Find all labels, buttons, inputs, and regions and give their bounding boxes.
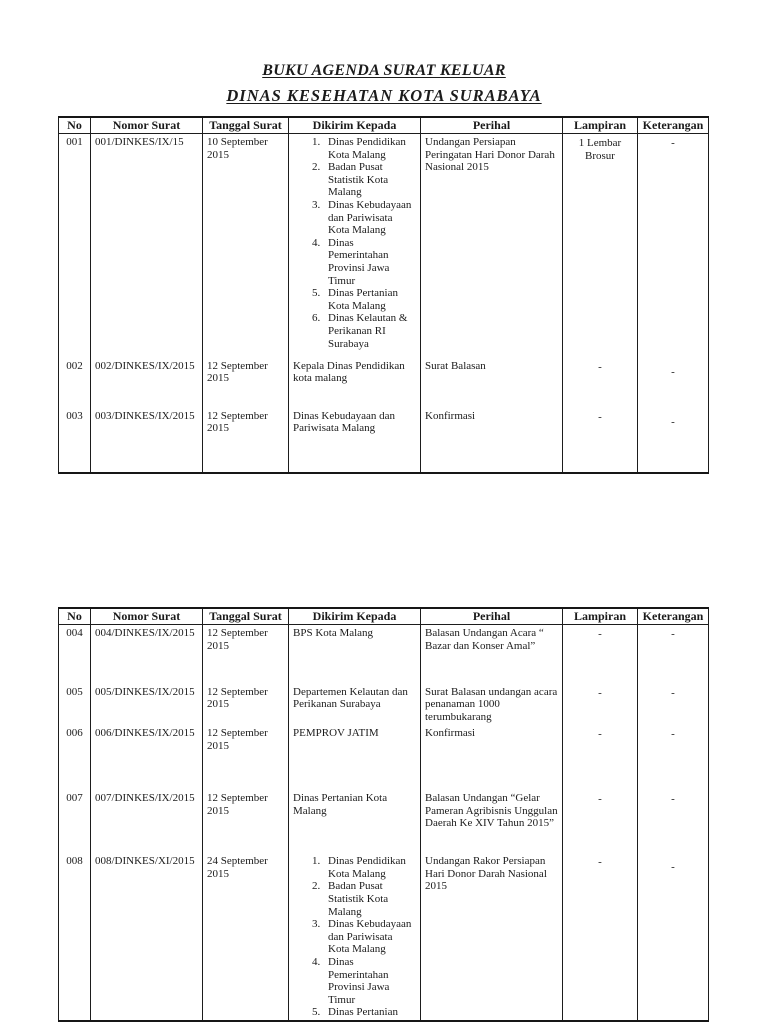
cell-lampiran: - <box>563 625 638 684</box>
recipient-number: 2. <box>312 161 321 174</box>
cell-nomor-surat: 006/DINKES/IX/2015 <box>91 725 203 790</box>
cell-keterangan: - <box>638 853 709 1021</box>
col-header-dikirim-kepada: Dikirim Kepada <box>289 117 421 134</box>
table-row <box>59 358 709 408</box>
cell-dikirim-kepada: Dinas Pertanian Kota Malang <box>289 790 421 853</box>
cell-tanggal-surat: 12 September 2015 <box>203 790 289 853</box>
recipient-number: 1. <box>312 136 321 148</box>
cell-no: 004 <box>59 625 91 684</box>
cell-dikirim-kepada <box>289 134 421 358</box>
recipient-item <box>312 287 416 312</box>
recipient-name: Dinas Pertanian <box>328 1006 398 1019</box>
cell-tanggal-surat: 12 September 2015 <box>203 408 289 473</box>
recipient-list <box>293 855 416 1018</box>
cell-perihal: Surat Balasan undangan acara penanaman 1000 terumbukarang <box>421 684 563 726</box>
recipient-number: 1. <box>312 855 321 868</box>
recipient-item <box>312 956 416 1006</box>
cell-keterangan: - <box>638 134 709 358</box>
cell-perihal: Balasan Undangan Acara “ Bazar dan Konser Amal” <box>421 625 563 684</box>
cell-keterangan: - <box>638 790 709 853</box>
cell-dikirim-kepada: Dinas Kebudayaan dan Pariwisata Malang <box>289 408 421 473</box>
cell-keterangan: - <box>638 625 709 684</box>
cell-keterangan: - <box>638 684 709 726</box>
cell-perihal: Undangan Rakor Persiapan Hari Donor Darah Nasional 2015 <box>421 853 563 1021</box>
cell-dikirim-kepada: BPS Kota Malang <box>289 625 421 684</box>
recipient-name: Dinas Pertanian Kota Malang <box>328 287 398 312</box>
recipient-name: Dinas Pendidikan Kota Malang <box>328 855 406 880</box>
recipient-number: 5. <box>312 287 321 300</box>
cell-keterangan: - <box>638 358 709 408</box>
recipient-name: Dinas Kebudayaan dan Pariwisata Kota Malang <box>328 918 412 956</box>
recipient-item <box>312 312 416 350</box>
table-row <box>59 790 709 853</box>
recipient-name: Badan Pusat Statistik Kota Malang <box>328 161 389 199</box>
col-header-perihal: Perihal <box>421 117 563 134</box>
recipient-name: Dinas Pendidikan Kota Malang <box>328 136 406 161</box>
cell-tanggal-surat: 12 September 2015 <box>203 358 289 408</box>
table-row <box>59 725 709 790</box>
recipient-item <box>312 880 416 918</box>
cell-no: 007 <box>59 790 91 853</box>
cell-tanggal-surat: 10 September 2015 <box>203 134 289 358</box>
recipient-name: Dinas Kebudayaan dan Pariwisata Kota Malang <box>328 198 412 237</box>
recipient-number: 3. <box>312 198 321 211</box>
col-header-lampiran: Lampiran <box>563 117 638 134</box>
cell-dikirim-kepada: PEMPROV JATIM <box>289 725 421 790</box>
agenda-table-page1 <box>58 116 709 474</box>
recipient-number: 4. <box>312 236 321 249</box>
cell-nomor-surat: 001/DINKES/IX/15 <box>91 134 203 358</box>
recipient-item <box>312 855 416 880</box>
col-header-tanggal-surat: Tanggal Surat <box>203 608 289 625</box>
agenda-table-page2 <box>58 607 709 1022</box>
recipient-item <box>312 1006 416 1018</box>
recipient-name: Dinas Pemerintahan Provinsi Jawa Timur <box>328 236 390 287</box>
recipient-number: 5. <box>312 1006 321 1019</box>
cell-dikirim-kepada: Departemen Kelautan dan Perikanan Surabaya <box>289 684 421 726</box>
recipient-item <box>312 199 416 237</box>
recipient-number: 3. <box>312 918 321 931</box>
col-header-dikirim-kepada: Dikirim Kepada <box>289 608 421 625</box>
recipient-item <box>312 237 416 287</box>
cell-perihal: Surat Balasan <box>421 358 563 408</box>
col-header-nomor-surat: Nomor Surat <box>91 608 203 625</box>
cell-no: 002 <box>59 358 91 408</box>
table-row <box>59 408 709 473</box>
cell-nomor-surat: 008/DINKES/XI/2015 <box>91 853 203 1021</box>
header-row <box>59 608 709 625</box>
cell-nomor-surat: 003/DINKES/IX/2015 <box>91 408 203 473</box>
table-row <box>59 625 709 684</box>
col-header-lampiran: Lampiran <box>563 608 638 625</box>
recipient-number: 4. <box>312 956 321 969</box>
cell-lampiran: - <box>563 853 638 1021</box>
col-header-no: No <box>59 117 91 134</box>
cell-lampiran: - <box>563 725 638 790</box>
recipient-name: Badan Pusat Statistik Kota Malang <box>328 880 389 918</box>
cell-nomor-surat: 004/DINKES/IX/2015 <box>91 625 203 684</box>
cell-no: 006 <box>59 725 91 790</box>
recipient-number: 6. <box>312 312 321 325</box>
recipient-item <box>312 161 416 199</box>
cell-lampiran: - <box>563 358 638 408</box>
cell-tanggal-surat: 12 September 2015 <box>203 725 289 790</box>
cell-keterangan: - <box>638 725 709 790</box>
cell-nomor-surat: 005/DINKES/IX/2015 <box>91 684 203 726</box>
cell-no: 008 <box>59 853 91 1021</box>
col-header-no: No <box>59 608 91 625</box>
cell-tanggal-surat: 24 September 2015 <box>203 853 289 1021</box>
cell-dikirim-kepada: Kepala Dinas Pendidikan kota malang <box>289 358 421 408</box>
cell-perihal: Balasan Undangan “Gelar Pameran Agribisnis Unggulan Daerah Ke XIV Tahun 2015” <box>421 790 563 853</box>
cell-keterangan: - <box>638 408 709 473</box>
col-header-tanggal-surat: Tanggal Surat <box>203 117 289 134</box>
cell-nomor-surat: 007/DINKES/IX/2015 <box>91 790 203 853</box>
recipient-name: Dinas Pemerintahan Provinsi Jawa Timur <box>328 956 390 1006</box>
cell-tanggal-surat: 12 September 2015 <box>203 684 289 726</box>
cell-perihal: Undangan Persiapan Peringatan Hari Donor Darah Nasional 2015 <box>421 134 563 358</box>
cell-no: 005 <box>59 684 91 726</box>
cell-perihal: Konfirmasi <box>421 725 563 790</box>
cell-lampiran: 1 Lembar Brosur <box>563 134 638 358</box>
table-row <box>59 684 709 726</box>
recipient-name: Dinas Kelautan & Perikanan RI Surabaya <box>328 312 408 350</box>
document-subtitle: DINAS KESEHATAN KOTA SURABAYA <box>226 86 542 105</box>
col-header-nomor-surat: Nomor Surat <box>91 117 203 134</box>
cell-tanggal-surat: 12 September 2015 <box>203 625 289 684</box>
cell-dikirim-kepada <box>289 853 421 1021</box>
table-row <box>59 853 709 1021</box>
cell-lampiran: - <box>563 684 638 726</box>
recipient-number: 2. <box>312 880 321 893</box>
cell-perihal: Konfirmasi <box>421 408 563 473</box>
recipient-item <box>312 136 416 161</box>
recipient-list <box>293 136 416 355</box>
header-row <box>59 117 709 134</box>
cell-lampiran: - <box>563 790 638 853</box>
cell-no: 001 <box>59 134 91 358</box>
col-header-perihal: Perihal <box>421 608 563 625</box>
cell-no: 003 <box>59 408 91 473</box>
cell-nomor-surat: 002/DINKES/IX/2015 <box>91 358 203 408</box>
table-row <box>59 134 709 358</box>
document-title: BUKU AGENDA SURAT KELUAR <box>262 62 506 79</box>
recipient-item <box>312 918 416 956</box>
col-header-keterangan: Keterangan <box>638 117 709 134</box>
cell-lampiran: - <box>563 408 638 473</box>
col-header-keterangan: Keterangan <box>638 608 709 625</box>
